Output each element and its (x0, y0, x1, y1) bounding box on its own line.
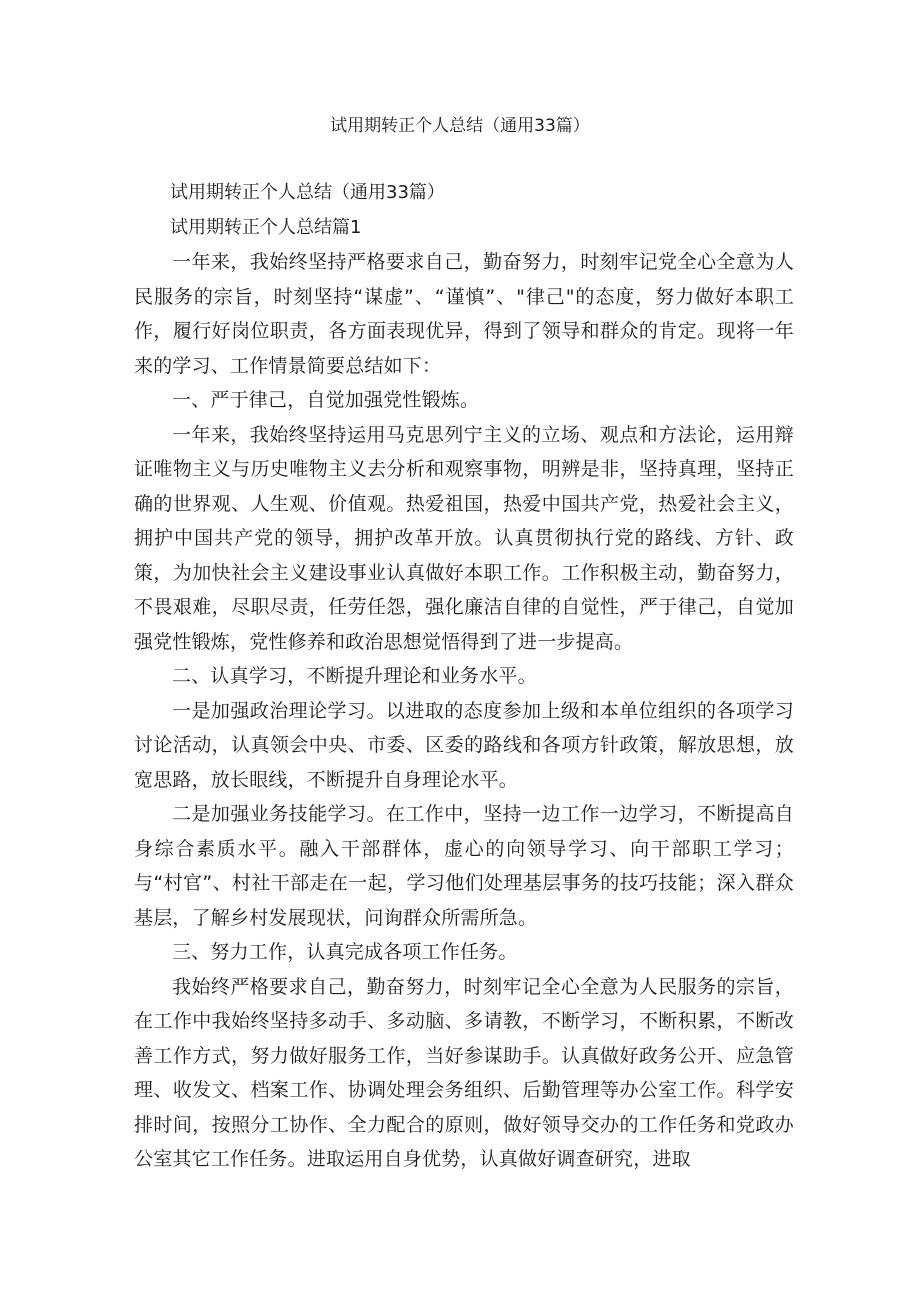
body-paragraph: 我始终严格要求自己，勤奋努力，时刻牢记全心全意为人民服务的宗旨，在工作中我始终坚持多动手、多动脑、多请教，不断学习，不断积累，不断改善工作方式，努力做好服务工作，当好参谋助手。认真做好政务公开、应急管理、收发文、档案工作、协调处理会务组织、后勤管理等办公室工作。科学安排时间，按照分工协作、全力配合的原则，做好领导交办的工作任务和党政办公室其它工作任务。进取运用自身优势，认真做好调查研究，进取 (134, 975, 794, 1170)
section-heading: 一、严于律己，自觉加强党性锻炼。 (172, 389, 480, 411)
body-paragraph: 一年来，我始终坚持运用马克思列宁主义的立场、观点和方法论，运用辩证唯物主义与历史唯物主义去分析和观察事物，明辨是非，坚持真理，坚持正确的世界观、人生观、价值观。热爱祖国，热爱中国共产党，热爱社会主义，拥护中国共产党的领导，拥护改革开放。认真贯彻执行党的路线、方针、政策，为加快社会主义建设事业认真做好本职工作。工作积极主动，勤奋努力，不畏艰难，尽职尽责，任劳任怨，强化廉洁自律的自觉性，严于律己，自觉加强党性锻炼，党性修养和政治思想觉悟得到了进一步提高。 (134, 423, 794, 653)
section-heading: 二、认真学习，不断提升理论和业务水平。 (172, 665, 537, 687)
subtitle-paragraph: 试用期转正个人总结（通用33篇） (170, 182, 445, 203)
body-paragraph: 二是加强业务技能学习。在工作中，坚持一边工作一边学习，不断提高自身综合素质水平。融入干部群体，虚心的向领导学习、向干部职工学习；与“村官”、村社干部走在一起，学习他们处理基层事务的技巧技能；深入群众基层，了解乡村发展现状，问询群众所需所急。 (134, 803, 794, 929)
section-heading: 三、努力工作，认真完成各项工作任务。 (172, 941, 518, 963)
document-title: 试用期转正个人总结（通用33篇） (330, 116, 590, 136)
body-paragraph: 一年来，我始终坚持严格要求自己，勤奋努力，时刻牢记党全心全意为人民服务的宗旨，时刻坚持“谋虚”、“谨慎”、"律己"的态度，努力做好本职工作，履行好岗位职责，各方面表现优异，得到了领导和群众的肯定。现将一年来的学习、工作情景简要总结如下： (134, 251, 794, 377)
document-body (134, 176, 794, 1177)
section-heading: 试用期转正个人总结篇1 (170, 216, 362, 238)
body-paragraph: 一是加强政治理论学习。以进取的态度参加上级和本单位组织的各项学习讨论活动，认真领会中央、市委、区委的路线和各项方针政策，解放思想，放宽思路，放长眼线，不断提升自身理论水平。 (134, 699, 794, 791)
